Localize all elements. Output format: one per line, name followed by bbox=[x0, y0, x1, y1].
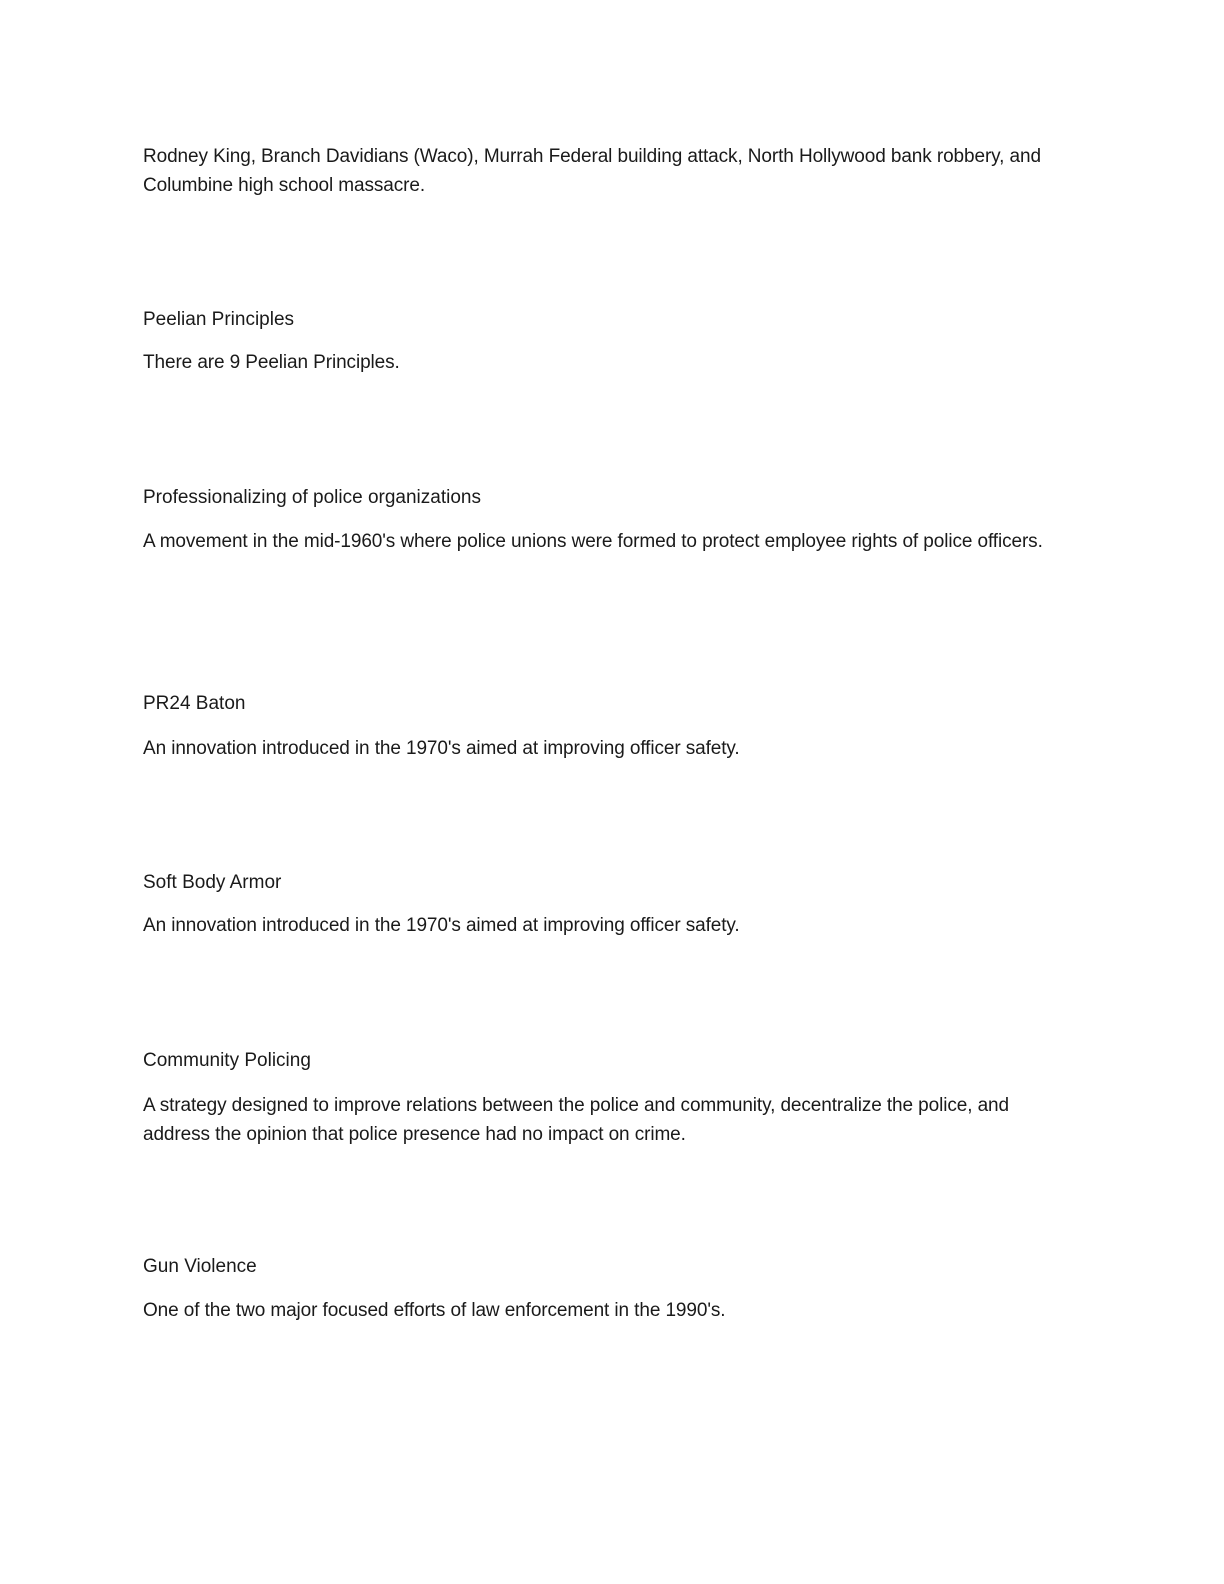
definition-peelian-principles: There are 9 Peelian Principles. bbox=[143, 352, 400, 373]
intro-paragraph: Rodney King, Branch Davidians (Waco), Murrah Federal building attack, North Hollywood bank robbery, and Columbine high school massacre. bbox=[143, 146, 1041, 196]
definition-community-policing: A strategy designed to improve relations between the police and community, decentralize the police, and address the opinion that police presence had no impact on crime. bbox=[143, 1095, 1009, 1145]
term-community-policing: Community Policing bbox=[143, 1050, 311, 1071]
definition-soft-body-armor: An innovation introduced in the 1970's aimed at improving officer safety. bbox=[143, 915, 740, 936]
definition-pr24-baton: An innovation introduced in the 1970's aimed at improving officer safety. bbox=[143, 738, 740, 759]
term-professionalizing: Professionalizing of police organizations bbox=[143, 487, 481, 508]
term-soft-body-armor: Soft Body Armor bbox=[143, 872, 282, 893]
term-pr24-baton: PR24 Baton bbox=[143, 693, 246, 714]
definition-gun-violence: One of the two major focused efforts of law enforcement in the 1990's. bbox=[143, 1300, 726, 1321]
term-peelian-principles: Peelian Principles bbox=[143, 309, 295, 330]
term-gun-violence: Gun Violence bbox=[143, 1256, 257, 1277]
definition-professionalizing: A movement in the mid-1960's where police unions were formed to protect employee rights of police officers. bbox=[143, 531, 1043, 552]
